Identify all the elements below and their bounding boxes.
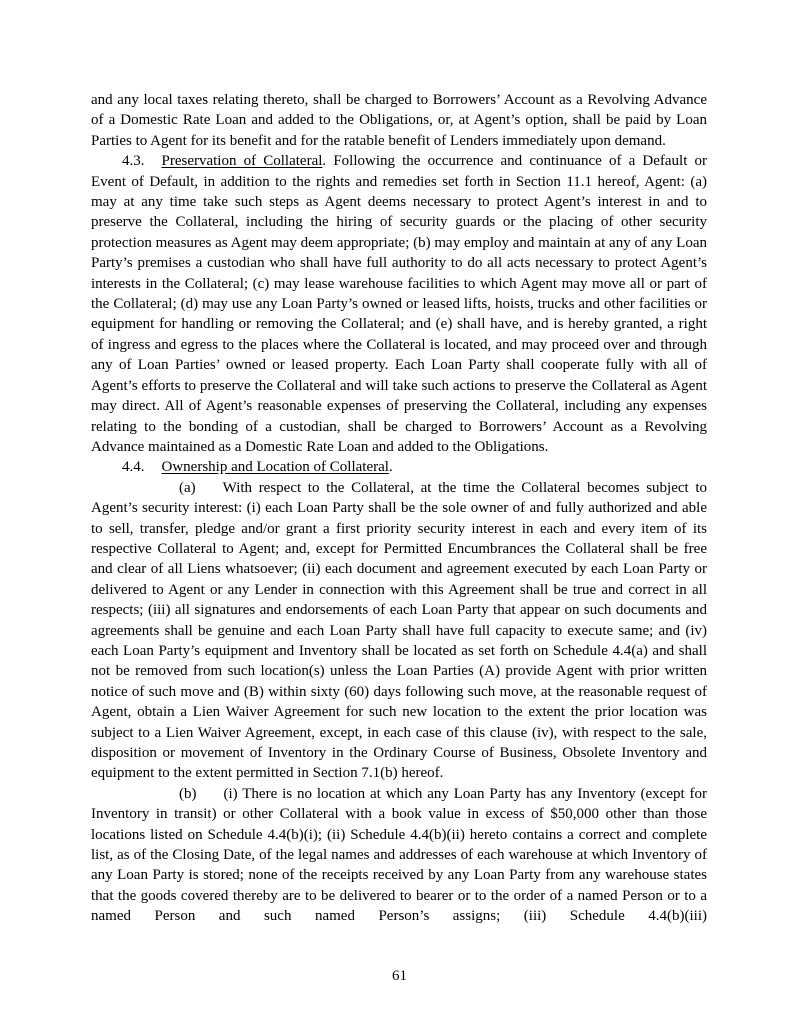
section-title: Preservation of Collateral <box>161 153 323 170</box>
section-4-3-paragraph <box>91 151 707 457</box>
subsection-label: (a) <box>179 479 196 496</box>
subsection-a-paragraph <box>91 478 707 784</box>
section-4-4-heading <box>91 457 707 477</box>
subsection-b-paragraph <box>91 784 707 927</box>
subsection-text: With respect to the Collateral, at the time the Collateral becomes subject to Agent’s security interest: (i) each Loan Party shall be the sole owner of and fully authorized and able to sell, transfer, pledge and/or grant a first priority security interest in each and every item of its respective Collateral to Agent; and, except for Permitted Encumbrances the Collateral shall be free and clear of all Liens whatsoever; (ii) each document and agreement executed by each Loan Party or delivered to Agent or any Lender in connection with this Agreement shall be true and correct in all respects; (iii) all signatures and endorsements of each Loan Party that appear on such documents and agreements shall be genuine and each Loan Party shall have full capacity to execute same; and (iv) each Loan Party’s equipment and Inventory shall be located as set forth on Schedule 4.4(a) and shall not be removed from such location(s) unless the Loan Parties (A) provide Agent with prior written notice of such move and (B) within sixty (60) days following such move, at the reasonable request of Agent, obtain a Lien Waiver Agreement for such new location to the extent the prior location was subject to a Lien Waiver Agreement, except, in each case of this clause (iv), with respect to the sale, disposition or movement of Inventory in the Ordinary Course of Business, Obsolete Inventory and equipment to the extent permitted in Section 7.1(b) hereof. <box>91 479 707 782</box>
paragraph-text: and any local taxes relating thereto, shall be charged to Borrowers’ Account as a Revolving Advance of a Domestic Rate Loan and added to the Obligations, or, at Agent’s option, shall be paid by Loan Parties to Agent for its benefit and for the ratable benefit of Lenders immediately upon demand. <box>91 92 707 149</box>
continuation-paragraph <box>91 90 707 151</box>
section-number: 4.4. <box>122 459 145 476</box>
section-title: Ownership and Location of Collateral <box>161 459 389 476</box>
document-body <box>91 90 707 927</box>
section-number: 4.3. <box>122 153 145 170</box>
subsection-text: (i) There is no location at which any Loan Party has any Inventory (except for Inventory in transit) or other Collateral with a book value in excess of $50,000 other than those locations listed on Schedule 4.4(b)(i); (ii) Schedule 4.4(b)(ii) hereto contains a correct and complete list, as of the Closing Date, of the legal names and addresses of each warehouse at which Inventory of any Loan Party is stored; none of the receipts received by any Loan Party from any warehouse states that the goods covered thereby are to be delivered to bearer or to the order of a named Person or to a named Person and such named Person’s assigns; (iii) Schedule 4.4(b)(iii) <box>91 785 707 925</box>
page-number: 61 <box>392 968 407 984</box>
section-body-text: Following the occurrence and continuance of a Default or Event of Default, in addition to the rights and remedies set forth in Section 11.1 hereof, Agent: (a) may at any time take such steps as Agent deems necessary to protect Agent’s interest in and to preserve the Collateral, including the hiring of security guards or the placing of other security protection measures as Agent may deem appropriate; (b) may employ and maintain at any of any Loan Party’s premises a custodian who shall have full authority to do all acts necessary to protect Agent’s interests in the Collateral; (c) may lease warehouse facilities to which Agent may move all or part of the Collateral; (d) may use any Loan Party’s owned or leased lifts, hoists, trucks and other facilities or equipment for handling or removing the Collateral; and (e) shall have, and is hereby granted, a right of ingress and egress to the places where the Collateral is located, and may proceed over and through any of Loan Parties’ owned or leased property. Each Loan Party shall cooperate fully with all of Agent’s efforts to preserve the Collateral and will take such actions to preserve the Collateral as Agent may direct. All of Agent’s reasonable expenses of preserving the Collateral, including any expenses relating to the bonding of a custodian, shall be charged to Borrowers’ Account as a Revolving Advance maintained as a Domestic Rate Loan and added to the Obligations. <box>91 153 708 455</box>
section-title-separator: . <box>388 459 393 476</box>
subsection-label: (b) <box>179 785 197 802</box>
section-title-separator: . <box>322 153 327 170</box>
